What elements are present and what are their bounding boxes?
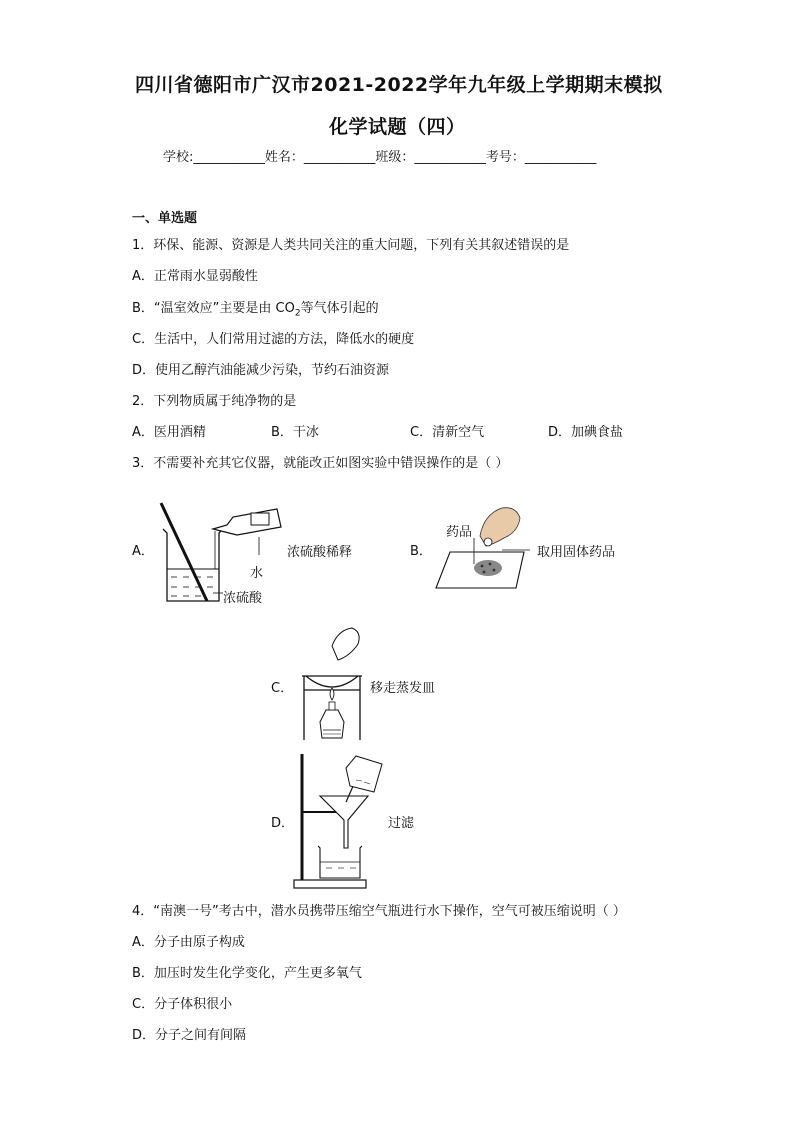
title-line-2: 化学试题（四） <box>329 116 466 138</box>
figure-a-caption: 浓硫酸稀释 <box>287 545 353 560</box>
section-heading: 一、单选题 <box>132 211 198 226</box>
figure-b-drug-label: 药品 <box>446 525 473 540</box>
question-1-option-c: C．生活中，人们常用过滤的方法，降低水的硬度 <box>132 332 415 347</box>
question-4-option-c: C．分子体积很小 <box>132 997 233 1012</box>
figure-d-letter: D． <box>271 816 295 831</box>
question-1-option-b-post: 等气体引起的 <box>300 301 379 316</box>
question-2-option-c: C．清新空气 <box>410 425 485 440</box>
figure-a-acid-label: 浓硫酸 <box>223 591 263 606</box>
question-2-option-d: D．加碘食盐 <box>548 425 624 440</box>
title-line-1: 四川省德阳市广汉市2021-2022学年九年级上学期期末模拟 <box>135 74 663 96</box>
figure-c-caption: 移走蒸发皿 <box>370 681 436 696</box>
figure-a-water-label: 水 <box>250 566 264 581</box>
question-4-option-a: A．分子由原子构成 <box>132 935 245 950</box>
figure-a-letter: A． <box>132 544 154 559</box>
question-1-stem: 1．环保、能源、资源是人类共同关注的重大问题，下列有关其叙述错误的是 <box>132 238 570 253</box>
figure-b-solid-reagent <box>432 498 532 593</box>
question-1-option-b <box>132 297 379 319</box>
figure-d-filtration <box>292 750 392 890</box>
student-info-line: 学校:___________姓名：___________班级：___________考号：___________ <box>163 150 597 165</box>
question-4-option-b: B．加压时发生化学变化，产生更多氧气 <box>132 966 362 981</box>
figure-d-caption: 过滤 <box>388 816 415 831</box>
figure-c-letter: C． <box>271 681 294 696</box>
question-3-stem: 3．不需要补充其它仪器，就能改正如图实验中错误操作的是（ ） <box>132 456 509 471</box>
figure-c-evaporating-dish <box>296 626 368 746</box>
question-2-option-a: A．医用酒精 <box>132 425 206 440</box>
figure-b-caption: 取用固体药品 <box>537 545 616 560</box>
question-1-option-a: A．正常雨水显弱酸性 <box>132 269 258 284</box>
question-1-option-b-pre: B．“温室效应”主要是由 CO <box>132 301 295 316</box>
question-4-stem: 4．“南澳一号”考古中，潜水员携带压缩空气瓶进行水下操作，空气可被压缩说明（ ） <box>132 904 626 919</box>
question-2-option-b: B．干冰 <box>271 425 319 440</box>
subscript-2: 2 <box>294 308 301 319</box>
question-4-option-d: D．分子之间有间隔 <box>132 1028 247 1043</box>
question-2-stem: 2．下列物质属于纯净物的是 <box>132 394 297 409</box>
question-1-option-d: D．使用乙醇汽油能减少污染，节约石油资源 <box>132 363 390 378</box>
figure-b-letter: B． <box>410 544 432 559</box>
